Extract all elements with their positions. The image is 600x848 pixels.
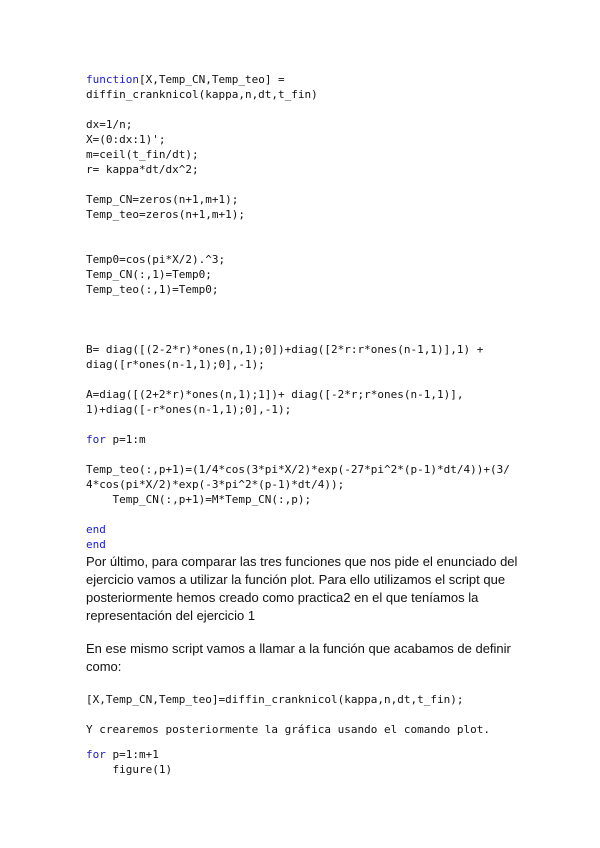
code-text: X=(0:dx:1)'; — [86, 133, 166, 146]
code-text: diffin_cranknicol(kappa,n,dt,t_fin) — [86, 88, 318, 101]
code-line — [86, 72, 510, 87]
code-text: [X,Temp_CN,Temp_teo] = — [138, 73, 285, 86]
code-line — [86, 162, 510, 177]
code-line — [86, 747, 172, 762]
code-line — [86, 267, 510, 282]
code-line — [86, 537, 510, 552]
code-line — [86, 402, 510, 417]
code-line — [86, 252, 510, 267]
code-keyword: function — [86, 73, 139, 86]
code-keyword: end — [86, 538, 106, 551]
code-text: m=ceil(t_fin/dt); — [86, 148, 199, 161]
code-line — [86, 102, 510, 117]
code-line — [86, 177, 510, 192]
code-line — [86, 327, 510, 342]
code-text: Temp_CN(:,1)=Temp0; — [86, 268, 212, 281]
code-line — [86, 522, 510, 537]
code-line — [86, 432, 510, 447]
code-block-function — [86, 72, 510, 552]
code-text: figure(1) — [86, 763, 173, 776]
code-line — [86, 342, 510, 357]
code-text: Temp_teo=zeros(n+1,m+1); — [86, 208, 245, 221]
code-line — [86, 132, 510, 147]
code-text: r= kappa*dt/dx^2; — [86, 163, 199, 176]
code-keyword: end — [86, 523, 106, 536]
code-line — [86, 417, 510, 432]
code-line — [86, 282, 510, 297]
code-keyword: for — [86, 433, 106, 446]
code-text: p=1:m+1 — [105, 748, 159, 761]
code-line — [86, 387, 510, 402]
code-line — [86, 297, 510, 312]
code-text: B= diag([(2-2*r)*ones(n,1);0])+diag([2*r:r*ones(n-1,1)],1) + — [86, 343, 484, 356]
code-line — [86, 462, 510, 477]
code-comment-line: Y crearemos posteriormente la gráfica usando el comando plot. — [86, 723, 490, 736]
code-line — [86, 372, 510, 387]
code-line — [86, 357, 510, 372]
paragraph-intro-plot: Por último, para comparar las tres funciones que nos pide el enunciado del ejercicio vamos a utilizar la función plot. Para ello utilizamos el script que posteriormente hemos creado como practica2 en el que teníamos la representación del ejercicio 1 — [86, 554, 518, 623]
code-line — [86, 312, 510, 327]
code-text: A=diag([(2+2*r)*ones(n,1);1])+ diag([-2*r;r*ones(n-1,1)], — [86, 388, 464, 401]
code-text: Temp_teo(:,1)=Temp0; — [86, 283, 219, 296]
code-line — [86, 207, 510, 222]
code-line — [86, 222, 510, 237]
code-text: Temp_CN(:,p+1)=M*Temp_CN(:,p); — [86, 493, 312, 506]
code-keyword: for — [86, 748, 106, 761]
code-line — [86, 447, 510, 462]
code-block-plot-loop — [86, 747, 172, 777]
code-text: diag([r*ones(n-1,1);0],-1); — [86, 358, 265, 371]
code-text: Temp_CN=zeros(n+1,m+1); — [86, 193, 239, 206]
code-line — [86, 87, 510, 102]
code-text: 1)+diag([-r*ones(n-1,1);0],-1); — [86, 403, 292, 416]
code-line — [86, 507, 510, 522]
code-line — [86, 492, 510, 507]
code-text: Temp_teo(:,p+1)=(1/4*cos(3*pi*X/2)*exp(-27*pi^2*(p-1)*dt/4))+(3/ — [86, 463, 510, 476]
paragraph-call-function: En ese mismo script vamos a llamar a la función que acabamos de definir como: — [86, 641, 511, 674]
code-text: 4*cos(pi*X/2)*exp(-3*pi^2*(p-1)*dt/4)); — [86, 478, 345, 491]
code-line — [86, 477, 510, 492]
code-line — [86, 192, 510, 207]
code-line — [86, 237, 510, 252]
code-text: dx=1/n; — [86, 118, 133, 131]
code-line — [86, 117, 510, 132]
code-text: Temp0=cos(pi*X/2).^3; — [86, 253, 226, 266]
code-line — [86, 147, 510, 162]
code-function-call: [X,Temp_CN,Temp_teo]=diffin_cranknicol(kappa,n,dt,t_fin); — [86, 693, 464, 706]
code-line — [86, 762, 172, 777]
code-text: p=1:m — [105, 433, 146, 446]
